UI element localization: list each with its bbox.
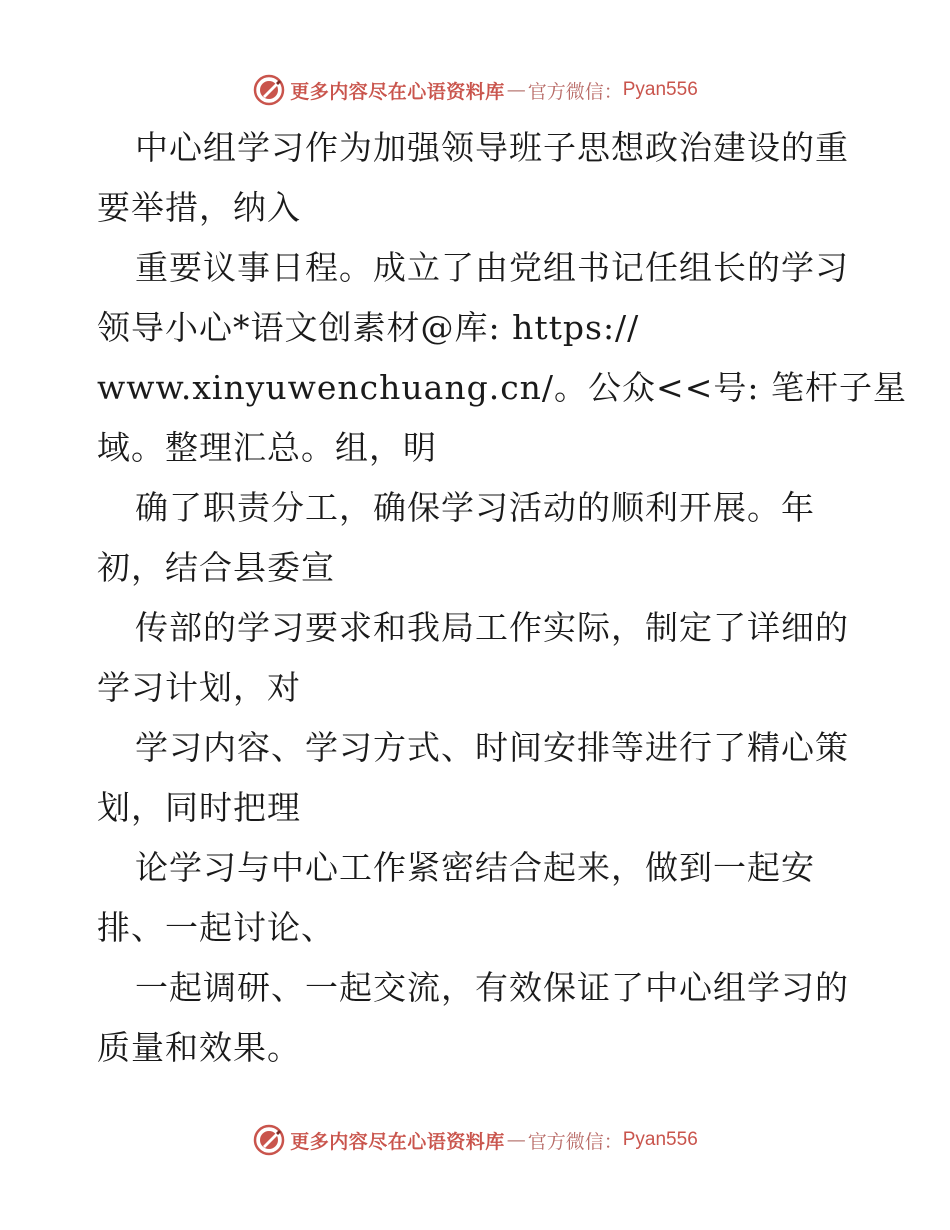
text-line: 质量和效果。 <box>97 1028 301 1067</box>
text-line: 传部的学习要求和我局工作实际，制定了详细的 <box>135 608 849 647</box>
banner-wechat-id: Pyan556 <box>622 1129 698 1150</box>
text-line: 学习计划，对 <box>97 668 301 707</box>
text-line: 确了职责分工，确保学习活动的顺利开展。年 <box>135 488 815 527</box>
text-line: 学习内容、学习方式、时间安排等进行了精心策 <box>135 728 849 767</box>
banner-text: 更多内容尽在心语资料库 <box>290 1130 505 1153</box>
header-banner <box>0 70 950 110</box>
text-line: www.xinyuwenchuang.cn/。公众<<号: 笔杆子星 <box>97 368 907 407</box>
banner-wechat-id: Pyan556 <box>622 79 698 100</box>
text-line: 论学习与中心工作紧密结合起来，做到一起安 <box>135 848 815 887</box>
text-line: 中心组学习作为加强领导班子思想政治建设的重 <box>135 128 849 167</box>
text-line: 划，同时把理 <box>97 788 301 827</box>
text-line: 领导小心*语文创素材@库: https:// <box>97 308 640 347</box>
text-line: 一起调研、一起交流，有效保证了中心组学习的 <box>135 968 849 1007</box>
banner-separator: — <box>506 79 526 101</box>
footer-banner <box>0 1120 950 1160</box>
text-line: 初，结合县委宣 <box>97 548 335 587</box>
banner-wechat-label: 官方微信： <box>527 1130 623 1153</box>
text-line: 重要议事日程。成立了由党组书记任组长的学习 <box>135 248 849 287</box>
document-body <box>97 118 907 1078</box>
text-line: 要举措，纳入 <box>97 188 301 227</box>
banner-separator: — <box>506 1129 526 1151</box>
banner-text: 更多内容尽在心语资料库 <box>290 80 505 103</box>
banner-wechat-label: 官方微信： <box>527 80 623 103</box>
pen-logo-icon <box>252 73 286 107</box>
pen-logo-icon <box>252 1123 286 1157</box>
text-line: 域。整理汇总。组，明 <box>97 428 437 467</box>
text-line: 排、一起讨论、 <box>97 908 335 947</box>
